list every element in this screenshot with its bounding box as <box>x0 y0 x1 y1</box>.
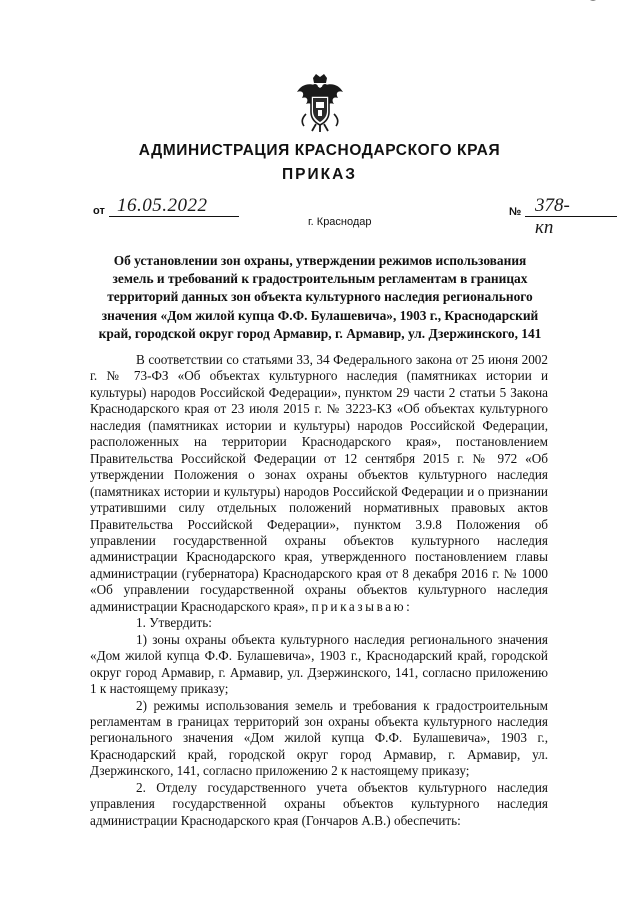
coat-of-arms-icon <box>296 74 344 132</box>
document-meta-row <box>93 195 570 238</box>
document-body <box>90 352 548 829</box>
document-title: Об установлении зон охраны, утверждении режимов использования земель и требований к градостроительным регламентам в границах территорий данных зон объекта культурного наследия регионального значения «Дом жилой купца Ф.Ф. Булашевича», 1903 г., Краснодарский край, городской округ город Армавир, г. Армавир, ул. Дзержинского, 141 <box>98 253 542 341</box>
administration-heading: АДМИНИСТРАЦИЯ КРАСНОДАРСКОГО КРАЯ <box>138 142 501 159</box>
document-type-heading: ПРИКАЗ <box>282 166 357 183</box>
city-label: г. Краснодар <box>308 216 372 228</box>
body-paragraph-item-1: 1. Утвердить: <box>136 615 212 631</box>
handwritten-date: 16.05.2022 <box>117 195 208 216</box>
order-word: приказываю: <box>311 598 413 614</box>
number-prefix-label: № <box>509 206 522 218</box>
body-paragraph-intro <box>90 352 548 615</box>
body-paragraph-item-2: 2. Отделу государственного учета объектов культурного наследия управления государственной охраны объектов культурного наследия администрации Краснодарского края (Гончаров А.В.) обеспечить: <box>90 779 548 828</box>
intro-text: В соответствии со статьями 33, 34 Федерального закона от 25 июня 2002 г. № 73-ФЗ «Об объектах культурного наследия (памятниках истории и культуры) народов Российской Федерации», пунктом 29 части 2 статьи 5 Закона Краснодарского края от 23 июля 2015 г. № 3223-КЗ «Об объектах культурного наследия (памятниках истории и культуры) народов Российской Федерации, расположенных на территории Краснодарского края», постановлением Правительства Российской Федерации от 12 сентября 2015 г. № 972 «Об утверждении Положения о зонах охраны объектов культурного наследия (памятниках истории и культуры) народов Российской Федерации и о признании утратившими силу отдельных положений нормативных правовых актов Правительства Российской Федерации», пунктом 3.9.8 Положения об управлении государственной охраны объектов культурного наследия администрации Краснодарского края, утвержденного постановлением главы администрации (губернатора) Краснодарского края от 8 декабря 2016 г. № 1000 «Об управлении государственной охраны объектов культурного наследия администрации Краснодарского края», <box>90 352 548 614</box>
corner-mark-icon <box>584 0 602 4</box>
body-paragraph-item-1-2: 2) режимы использования земель и требования к градостроительным регламентам в границах территорий зон охраны объекта культурного наследия регионального значения «Дом жилой купца Ф.Ф. Булашевича», 1903 г., Краснодарский край, городской округ город Армавир, г. Армавир, ул. Дзержинского, 141, согласно приложению 2 к настоящему приказу; <box>90 697 548 779</box>
handwritten-number: 378-кп <box>535 195 570 238</box>
body-paragraph-item-1-1: 1) зоны охраны объекта культурного наследия регионального значения «Дом жилой купца Ф.Ф. Булашевича», 1903 г., Краснодарский край, городской округ город Армавир, г. Армавир, ул. Дзержинского, 141, согласно приложению 1 к настоящему приказу; <box>90 631 548 697</box>
date-prefix-label: от <box>93 205 105 217</box>
